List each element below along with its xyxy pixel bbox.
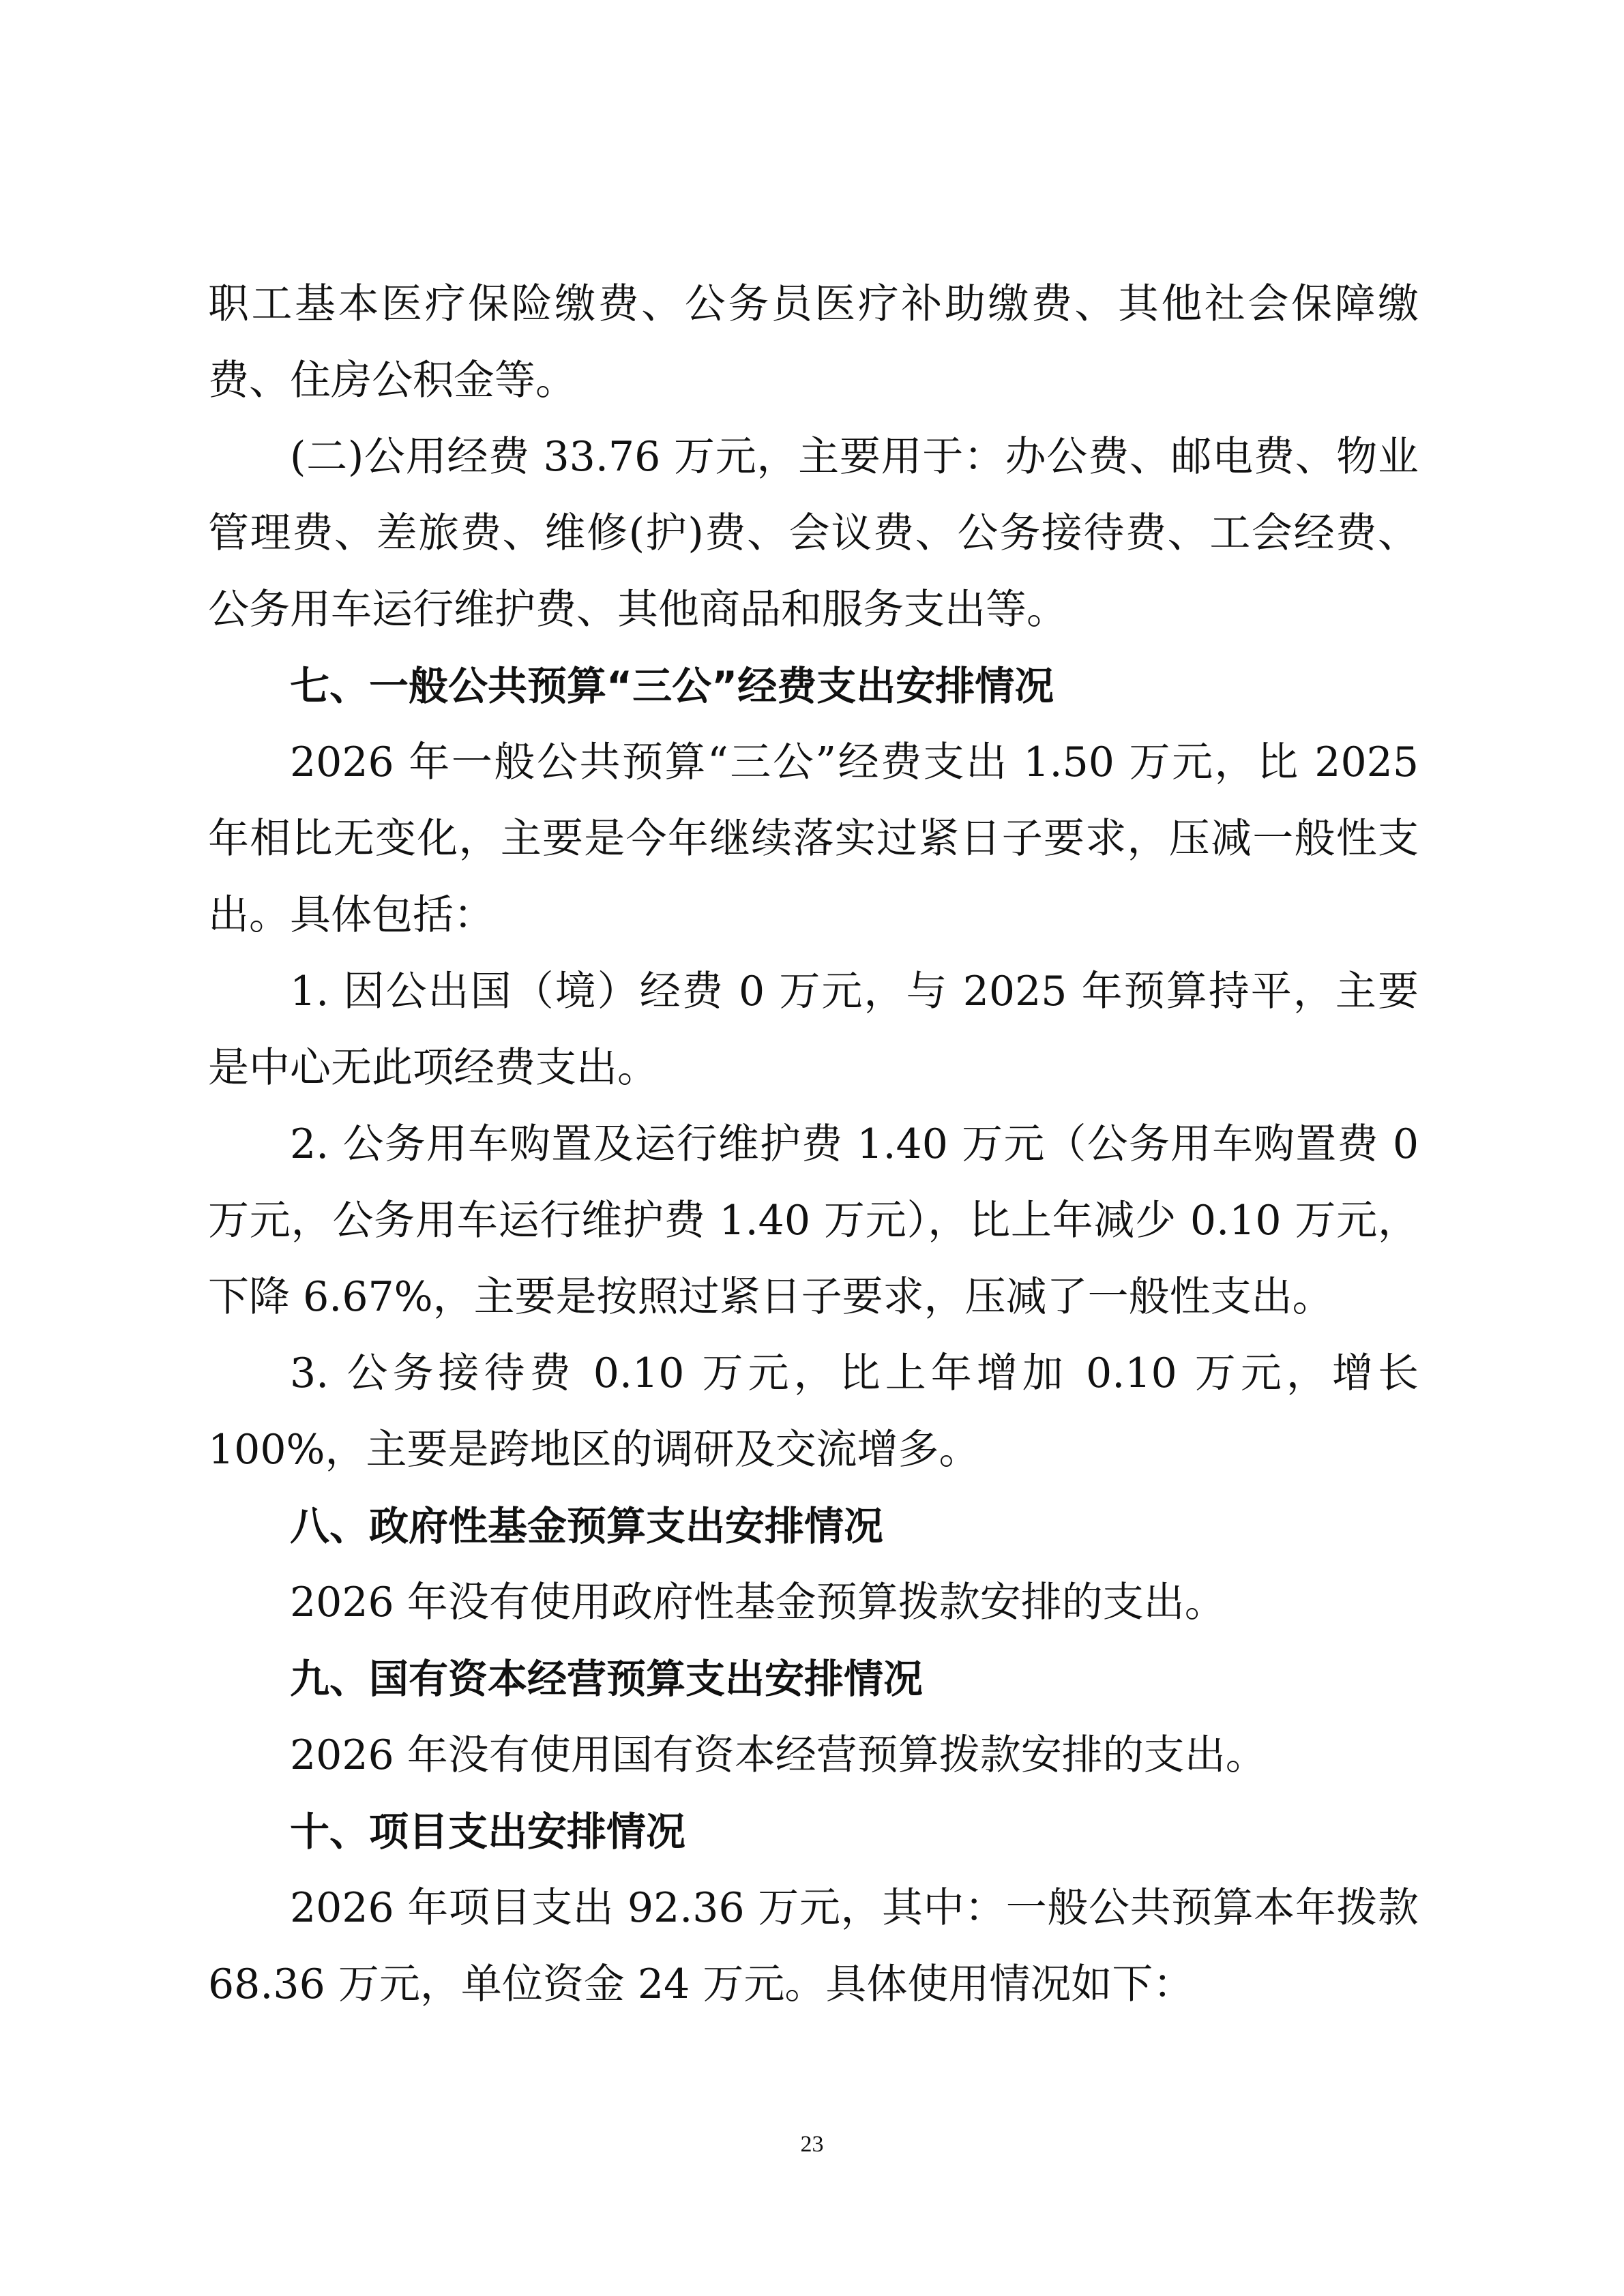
document-body <box>208 266 1419 2023</box>
paragraph-public-expenses: (二)公用经费 33.76 万元，主要用于：办公费、邮电费、物业管理费、差旅费、维修(护)费、会议费、公务接待费、工会经费、公务用车运行维护费、其他商品和服务支出等。 <box>208 433 1419 633</box>
paragraph-three-public-summary: 2026 年一般公共预算“三公”经费支出 1.50 万元，比 2025 年相比无变化，主要是今年继续落实过紧日子要求，压减一般性支出。具体包括： <box>208 739 1419 939</box>
paragraph-item-3-reception: 3. 公务接待费 0.10 万元，比上年增加 0.10 万元，增长 100%，主要是跨地区的调研及交流增多。 <box>208 1350 1419 1474</box>
heading-section-10: 十、项目支出安排情况 <box>290 1808 686 1855</box>
heading-section-9: 九、国有资本经营预算支出安排情况 <box>290 1656 924 1702</box>
heading-section-7: 七、一般公共预算“三公”经费支出安排情况 <box>290 663 1054 709</box>
heading-section-8: 八、政府性基金预算支出安排情况 <box>290 1503 884 1549</box>
paragraph-insurance-continued: 职工基本医疗保险缴费、公务员医疗补助缴费、其他社会保障缴费、住房公积金等。 <box>208 280 1419 404</box>
paragraph-item-2-vehicles: 2. 公务用车购置及运行维护费 1.40 万元（公务用车购置费 0 万元，公务用车运行维护费 1.40 万元），比上年减少 0.10 万元，下降 6.67%，主要是按照过紧日子要求，压减了一般性支出。 <box>208 1120 1419 1321</box>
paragraph-government-fund: 2026 年没有使用政府性基金预算拨款安排的支出。 <box>290 1579 1226 1626</box>
page-number: 23 <box>800 2132 824 2157</box>
paragraph-project-expenses: 2026 年项目支出 92.36 万元，其中：一般公共预算本年拨款 68.36 万元，单位资金 24 万元。具体使用情况如下： <box>208 1884 1419 2008</box>
paragraph-item-1-abroad: 1. 因公出国（境）经费 0 万元，与 2025 年预算持平，主要是中心无此项经费支出。 <box>208 968 1419 1092</box>
paragraph-state-capital: 2026 年没有使用国有资本经营预算拨款安排的支出。 <box>290 1731 1267 1779</box>
